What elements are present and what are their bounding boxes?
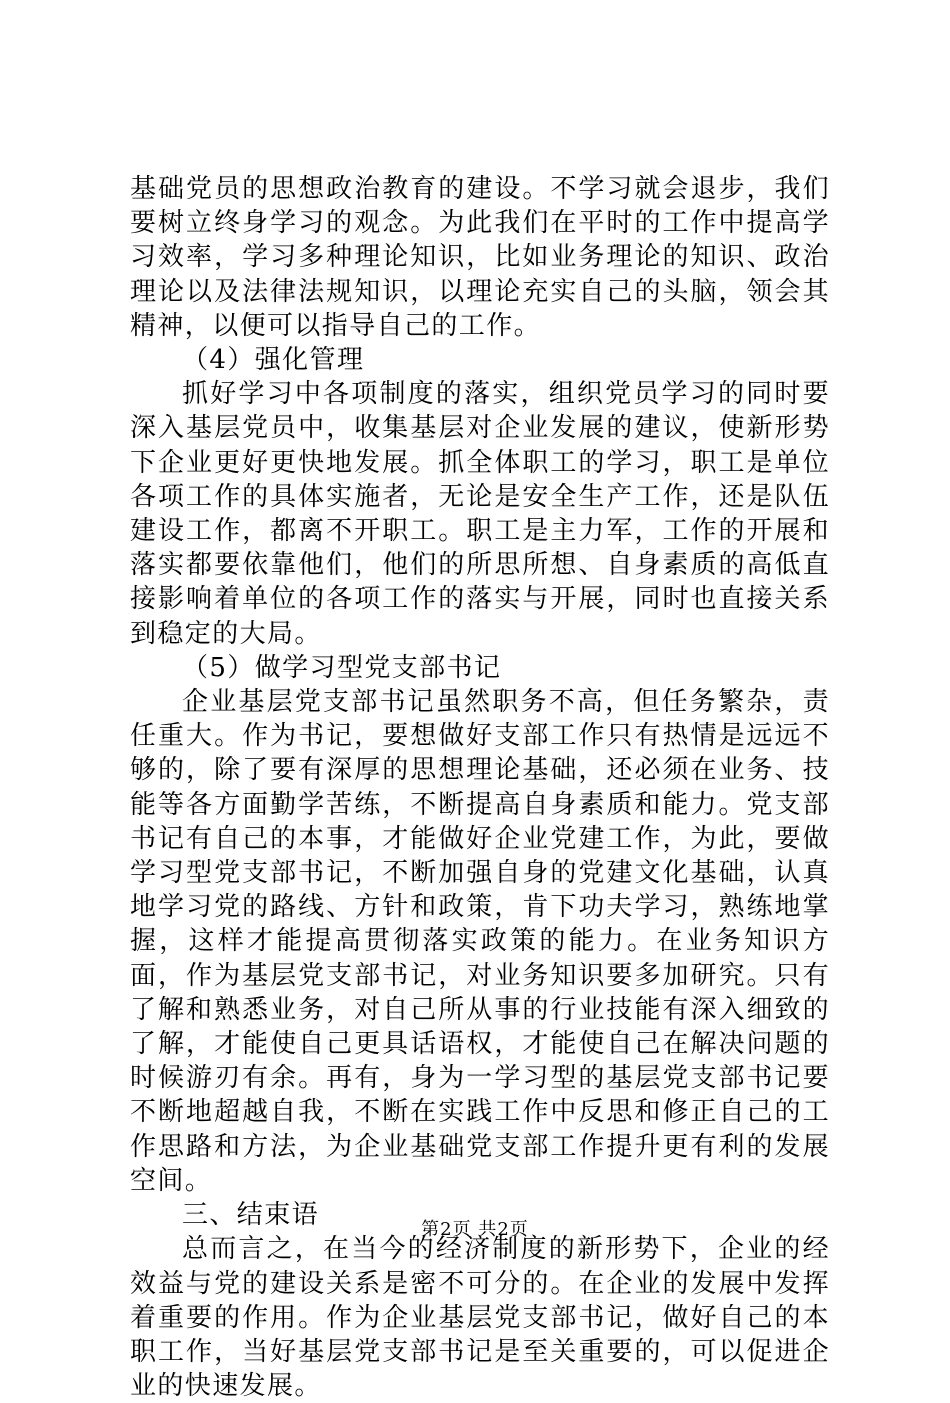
section-heading-conclusion: 三、结束语 [182,1200,320,1231]
section-heading-strengthen-management: （4）强化管理 [182,345,365,376]
paragraph-learning-secretary: 企业基层党支部书记虽然职务不高，但任务繁杂，责任重大。作为书记，要想做好支部工作只有热情是远远不够的，除了要有深厚的思想理论基础，还必须在业务、技能等各方面勤学苦练，不断提高自身素质和能力。党支部书记有自己的本事，才能做好企业党建工作，为此，要做学习型党支部书记，不断加强自身的党建文化基础，认真地学习党的路线、方针和政策，肯下功夫学习，熟练地掌握，这样才能提高贯彻落实政策的能力。在业务知识方面，作为基层党支部书记，对业务知识要多加研究。只有了解和熟悉业务，对自己所从事的行业技能有深入细致的了解，才能使自己更具话语权，才能使自己在解决问题的时候游刃有余。再有，身为一学习型的基层党支部书记要不断地超越自我，不断在实践工作中反思和修正自己的工作思路和方法，为企业基础党支部工作提升更有利的发展空间。 [130,687,830,1196]
paragraph-management: 抓好学习中各项制度的落实，组织党员学习的同时要深入基层党员中，收集基层对企业发展的建议，使新形势下企业更好更快地发展。抓全体职工的学习，职工是单位各项工作的具体实施者，无论是安全生产工作，还是队伍建设工作，都离不开职工。职工是主力军，工作的开展和落实都要依靠他们，他们的所思所想、自身素质的高低直接影响着单位的各项工作的落实与开展，同时也直接关系到稳定的大局。 [130,379,830,649]
section-heading-learning-secretary: （5）做学习型党支部书记 [182,652,502,683]
page-footer: 第2页 共2页 [421,1219,529,1240]
paragraph-conclusion: 总而言之，在当今的经济制度的新形势下，企业的经效益与党的建设关系是密不可分的。在企业的发展中发挥着重要的作用。作为企业基层党支部书记，做好自己的本职工作，当好基层党支部书记是至关重要的，可以促进企业的快速发展。 [130,1234,830,1402]
paragraph-continuation: 基础党员的思想政治教育的建设。不学习就会退步，我们要树立终身学习的观念。为此我们在平时的工作中提高学习效率，学习多种理论知识，比如业务理论的知识、政治理论以及法律法规知识，以理论充实自己的头脑，领会其精神，以便可以指导自己的工作。 [130,174,830,341]
